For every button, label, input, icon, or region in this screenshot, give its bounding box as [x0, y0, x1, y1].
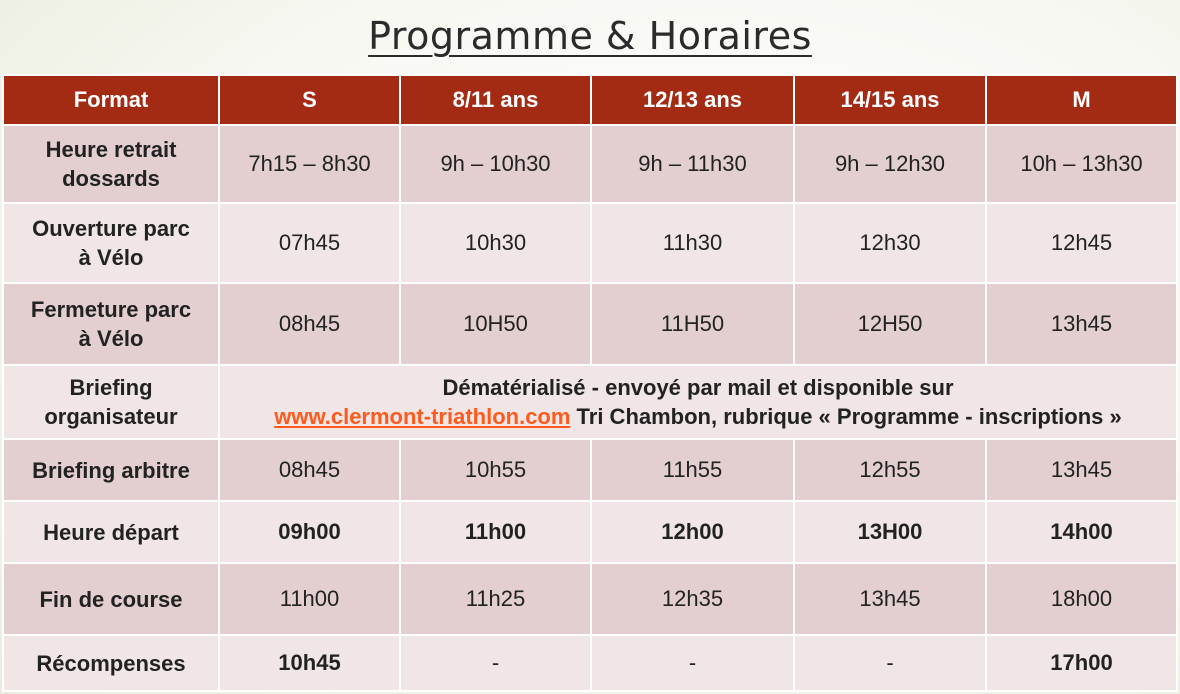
row-label-line: Fermeture parc	[30, 297, 192, 322]
cell: 9h – 12h30	[794, 125, 986, 203]
row-label: Récompenses	[3, 635, 219, 691]
cell: 12h35	[591, 563, 794, 635]
table-row	[3, 439, 1177, 501]
cell: 12H50	[794, 283, 986, 365]
row-label: Heure départ	[3, 501, 219, 563]
schedule-table	[2, 74, 1178, 692]
cell: 11h25	[400, 563, 591, 635]
briefing-organisateur-info	[219, 365, 1177, 439]
table-row	[3, 563, 1177, 635]
cell: 12h45	[986, 203, 1177, 283]
table-row	[3, 203, 1177, 283]
row-label	[3, 283, 219, 365]
cell: 13h45	[986, 439, 1177, 501]
table-row	[3, 283, 1177, 365]
cell: 10h55	[400, 439, 591, 501]
row-label	[3, 203, 219, 283]
cell: 08h45	[219, 439, 400, 501]
header-12-13: 12/13 ans	[591, 75, 794, 125]
cell: 14h00	[986, 501, 1177, 563]
briefing-info-line: Dématérialisé - envoyé par mail et disponible sur	[442, 375, 954, 400]
cell: 10h30	[400, 203, 591, 283]
cell: 11h00	[219, 563, 400, 635]
table-row	[3, 635, 1177, 691]
cell: 08h45	[219, 283, 400, 365]
cell: 17h00	[986, 635, 1177, 691]
table-row	[3, 365, 1177, 439]
row-label-line: à Vélo	[78, 245, 144, 270]
row-label-line: Ouverture parc	[32, 216, 190, 241]
cell: 12h55	[794, 439, 986, 501]
cell: 07h45	[219, 203, 400, 283]
row-label: Briefing arbitre	[3, 439, 219, 501]
row-label	[3, 365, 219, 439]
row-label-line: Briefing	[69, 375, 153, 400]
page-title: Programme & Horaires	[368, 14, 812, 58]
header-14-15: 14/15 ans	[794, 75, 986, 125]
header-8-11: 8/11 ans	[400, 75, 591, 125]
row-label-line: Heure retrait	[45, 137, 177, 162]
row-label-line: organisateur	[44, 404, 178, 429]
cell: -	[794, 635, 986, 691]
cell: 12h30	[794, 203, 986, 283]
cell: 9h – 10h30	[400, 125, 591, 203]
page-title-container	[0, 8, 1180, 64]
cell: -	[400, 635, 591, 691]
cell: 13h45	[794, 563, 986, 635]
cell: 09h00	[219, 501, 400, 563]
cell: 18h00	[986, 563, 1177, 635]
cell: 11h55	[591, 439, 794, 501]
cell: -	[591, 635, 794, 691]
cell: 10H50	[400, 283, 591, 365]
website-link[interactable]: www.clermont-triathlon.com	[274, 404, 571, 429]
briefing-info-line: Tri Chambon, rubrique « Programme - inscriptions »	[570, 404, 1122, 429]
cell: 10h – 13h30	[986, 125, 1177, 203]
cell: 10h45	[219, 635, 400, 691]
cell: 11H50	[591, 283, 794, 365]
row-label-line: dossards	[62, 166, 160, 191]
cell: 9h – 11h30	[591, 125, 794, 203]
cell: 13H00	[794, 501, 986, 563]
row-label	[3, 125, 219, 203]
cell: 11h30	[591, 203, 794, 283]
header-row	[3, 75, 1177, 125]
cell: 11h00	[400, 501, 591, 563]
row-label: Fin de course	[3, 563, 219, 635]
header-s: S	[219, 75, 400, 125]
table-row	[3, 501, 1177, 563]
header-format: Format	[3, 75, 219, 125]
table-row	[3, 125, 1177, 203]
cell: 7h15 – 8h30	[219, 125, 400, 203]
header-m: M	[986, 75, 1177, 125]
row-label-line: à Vélo	[78, 326, 144, 351]
cell: 12h00	[591, 501, 794, 563]
cell: 13h45	[986, 283, 1177, 365]
